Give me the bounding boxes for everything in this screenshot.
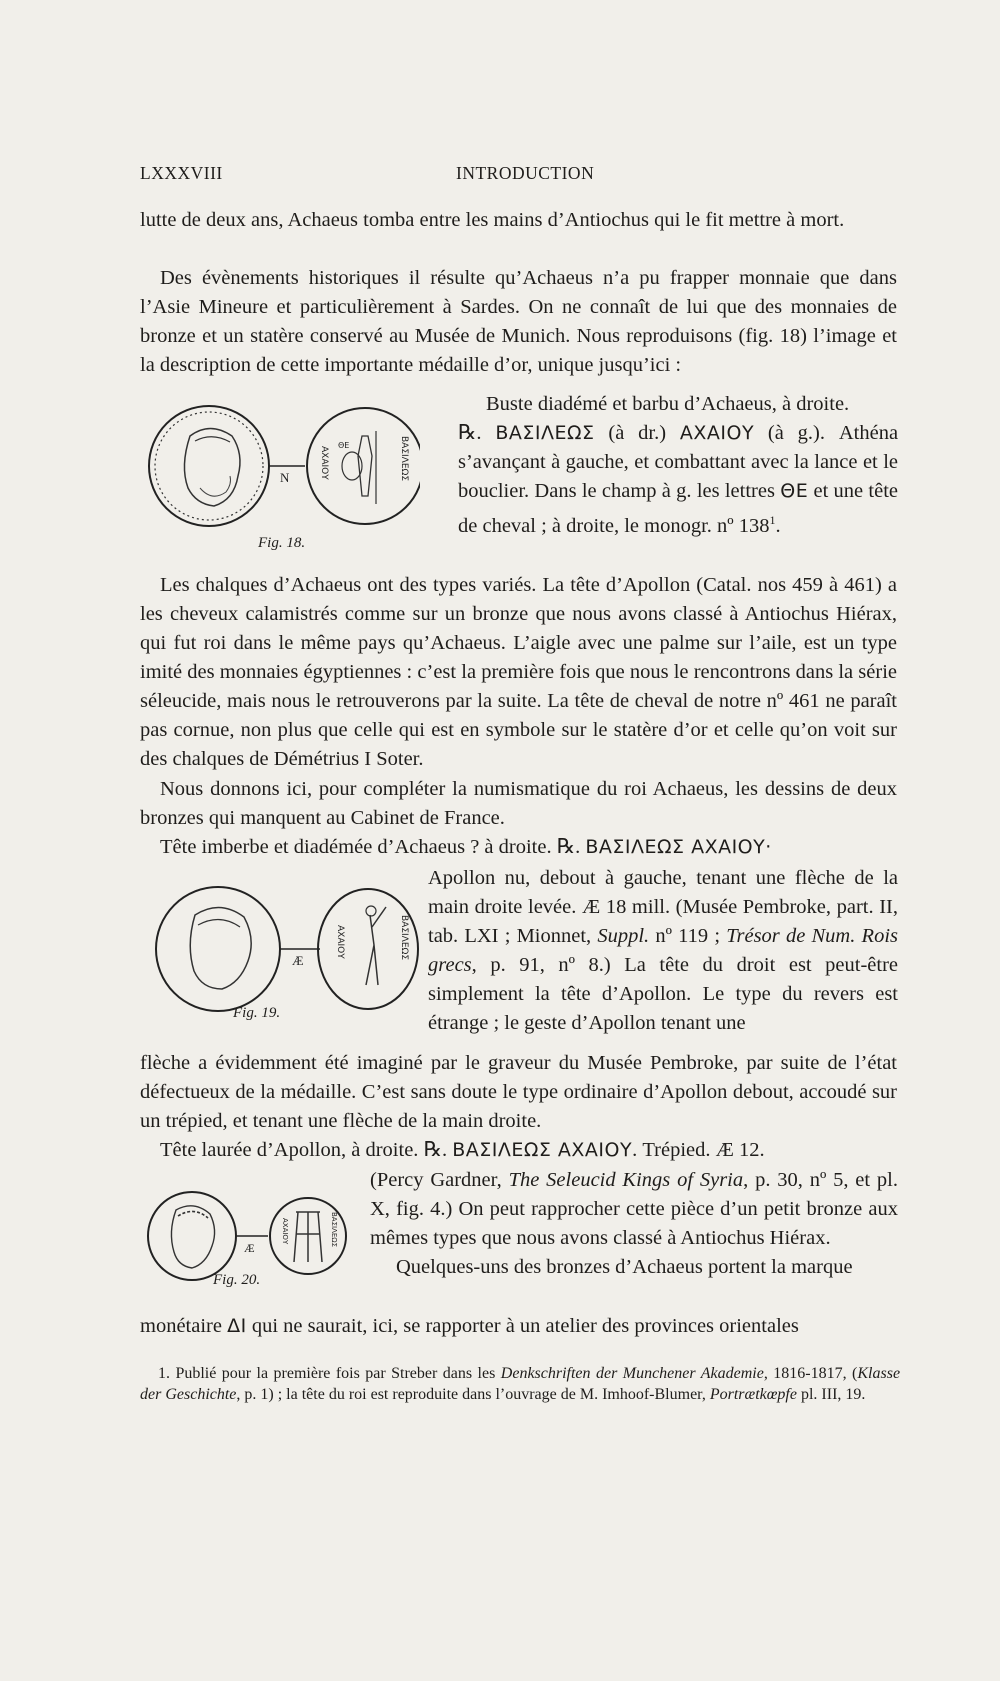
fig19-lead-line bbox=[140, 833, 897, 862]
footnote-text: , p. 1) ; la tête du roi est reproduite dans l’ouvrage de M. Imhoof-Blumer, bbox=[236, 1386, 706, 1403]
fig19-description-continued bbox=[140, 1049, 897, 1136]
description-text: et une tête de cheval ; à droite, le monogr. nº 138 bbox=[458, 480, 899, 537]
greek-legend: ΒΑΣΙΛΕΩΣ ΑΧΑΙΟΥ bbox=[452, 1139, 633, 1161]
metal-mark: N bbox=[280, 470, 290, 485]
obverse-coin-outline bbox=[156, 887, 280, 1011]
reference-title: Trésor de Num. Rois grecs bbox=[428, 925, 898, 976]
fig18-coin-drawing bbox=[140, 396, 420, 536]
obverse-description: Buste diadémé et barbu d’Achaeus, à droite. bbox=[486, 393, 850, 415]
metal-mark: Æ bbox=[292, 953, 304, 968]
fig18-description bbox=[458, 390, 898, 541]
fig20-caption: Fig. 20. bbox=[213, 1272, 261, 1288]
reference-title: Suppl. bbox=[597, 925, 650, 947]
paragraph-text: flèche a évidemment été imaginé par le graveur du Musée Pembroke, par suite de l’état défectueux de la médaille. C’est sans doute le type ordinaire d’Apollon debout, accoudé sur un trépied, et tenant une flèche de la main droite. bbox=[140, 1052, 897, 1132]
footnote-ref: 1 bbox=[769, 513, 776, 527]
description-end: . bbox=[775, 514, 781, 537]
legend-right: ΒΑΣΙΛΕΩΣ bbox=[399, 915, 409, 961]
footnote-number: 1. bbox=[158, 1365, 170, 1382]
description-text: . Trépied. Æ 12. bbox=[632, 1139, 765, 1161]
fig18-caption: Fig. 18. bbox=[258, 535, 306, 551]
paragraph-text: Nous donnons ici, pour compléter la numismatique du roi Achaeus, les dessins de deux bronzes qui manquent au Cabinet de France. bbox=[140, 778, 897, 829]
metal-mark: Æ bbox=[244, 1241, 255, 1255]
athena-figure bbox=[358, 436, 372, 496]
greek-letters: ΔΙ bbox=[227, 1315, 247, 1337]
paragraph-text: lutte de deux ans, Achaeus tomba entre les mains d’Antiochus qui le fit mettre à mort. bbox=[140, 209, 845, 231]
obverse-coin-outline bbox=[149, 406, 269, 526]
greek-legend: ΒΑΣΙΛΕΩΣ bbox=[495, 422, 595, 444]
running-title: INTRODUCTION bbox=[456, 163, 595, 183]
obverse-description: Tête imberbe et diadémée d’Achaeus ? à droite. bbox=[160, 836, 552, 858]
description-text: , p. 30, nº 5, et pl. X, fig. 4.) On peut rapprocher cette pièce d’un petit bronze aux mêmes types que nous avons classé à Antiochus Hiérax. bbox=[370, 1169, 898, 1249]
diadem-line bbox=[198, 919, 240, 927]
description-text: Apollon nu, debout à gauche, tenant une flèche de la main droite levée. Æ 18 mill. (Musée Pembroke, part. II, tab. LXI ; Mionnet, bbox=[428, 867, 898, 947]
next-paragraph-start: Quelques-uns des bronzes d’Achaeus portent la marque bbox=[396, 1256, 853, 1278]
footnote-work-title: Klasse der Geschichte bbox=[140, 1365, 901, 1403]
apollon-head bbox=[366, 906, 376, 916]
reverse-sign: ℞. bbox=[556, 836, 581, 858]
beard-curls bbox=[200, 476, 231, 496]
fig19-description bbox=[428, 864, 898, 1038]
reverse-sign: ℞. bbox=[423, 1139, 448, 1161]
obverse-description: Tête laurée d’Apollon, à droite. bbox=[160, 1139, 419, 1161]
paragraph-1 bbox=[140, 264, 897, 380]
reference-title: The Seleucid Kings of Syria bbox=[508, 1169, 744, 1191]
paragraph-3 bbox=[140, 775, 897, 833]
paragraph-text: Des évènements historiques il résulte qu’Achaeus n’a pu frapper monnaie que dans l’Asie Mineure et particulièrement à Sardes. On ne connaît de lui que des monnaies de bronze et un statère conservé au Musée de Munich. Nous reproduisons (fig. 18) l’image et la description de cette importante médaille d’or, unique jusqu’ici : bbox=[140, 267, 897, 376]
fig19-coin-drawing bbox=[140, 885, 430, 1015]
footnote-text: , 1816-1817, ( bbox=[763, 1365, 858, 1382]
footnote-work-title: Denkschriften der Munchener Akademie bbox=[500, 1365, 764, 1382]
apollon-figure bbox=[366, 907, 386, 985]
paragraph-text: Les chalques d’Achaeus ont des types variés. La tête d’Apollon (Catal. nos 459 à 461) a les cheveux calamistrés comme sur un bronze que nous avons classé à Antiochus Hiérax, qui fut roi dans le même pays qu’Achaeus. L’aigle avec une palme sur l’aile, est un type imité des monnaies égyptiennes : c’est la première fois que nous le rencontrons dans la série séleucide, mais nous le retrouverons par la suite. La tête de cheval de notre nº 461 ne paraît pas cornue, non plus que celle qui est en symbole sur le statère d’or et celle qu’on voit sur des chalques de Démétrius I Soter. bbox=[140, 574, 897, 770]
legend-right: ΒΑΣΙΛΕΩΣ bbox=[399, 436, 409, 482]
description-text: , p. 91, nº 8.) La tête du droit est peut-être simplement la tête d’Apollon. Le type du revers est étrange ; le geste d’Apollon tenant une bbox=[428, 954, 898, 1034]
paragraph-text: monétaire bbox=[140, 1315, 222, 1337]
legend-left: ΑΧΑΙΟΥ bbox=[319, 446, 329, 480]
description-text: (Percy Gardner, bbox=[370, 1169, 502, 1191]
reverse-sign: ℞. bbox=[458, 422, 482, 444]
laurel-wreath bbox=[178, 1211, 208, 1218]
diadem-line bbox=[195, 437, 230, 442]
description-text: (à g.). Athéna s’avançant à gauche, et combattant avec la lance et le bouclier. Dans le champ à g. les lettres bbox=[458, 422, 899, 502]
fig19-caption: Fig. 19. bbox=[233, 1005, 281, 1021]
greek-legend: ΑΧΑΙΟΥ bbox=[679, 422, 755, 444]
legend-left: ΑΧΑΙΟΥ bbox=[281, 1218, 289, 1245]
description-text: nº 119 ; bbox=[655, 925, 721, 947]
page-number: LXXXVIII bbox=[140, 163, 223, 183]
footnote-1 bbox=[140, 1363, 900, 1405]
description-text: (à dr.) bbox=[608, 422, 667, 444]
paragraph-text: qui ne saurait, ici, se rapporter à un atelier des provinces orientales bbox=[251, 1315, 799, 1337]
paragraph-last bbox=[140, 1312, 897, 1341]
footnote-work-title: Portrætkœpfe bbox=[709, 1386, 797, 1403]
greek-legend: ΒΑΣΙΛΕΩΣ ΑΧΑΙΟΥ· bbox=[585, 836, 772, 858]
footnote-text: Publié pour la première fois par Streber dans les bbox=[175, 1365, 496, 1382]
fig20-lead-line bbox=[140, 1136, 897, 1165]
greek-letters: ΘΕ bbox=[780, 480, 809, 502]
fig20-description bbox=[370, 1166, 898, 1282]
footnote-text: pl. III, 19. bbox=[800, 1386, 866, 1403]
paragraph-2 bbox=[140, 571, 897, 774]
legend-left: ΑΧΑΙΟΥ bbox=[335, 925, 345, 959]
legend-right: ΒΑΣΙΛΕΩΣ bbox=[330, 1212, 338, 1248]
tripod-shape bbox=[294, 1212, 322, 1262]
field-letters: ΘΕ bbox=[338, 441, 350, 450]
portrait-head-shape bbox=[184, 429, 240, 507]
footnotes bbox=[140, 1363, 900, 1405]
paragraph-0 bbox=[140, 206, 897, 235]
